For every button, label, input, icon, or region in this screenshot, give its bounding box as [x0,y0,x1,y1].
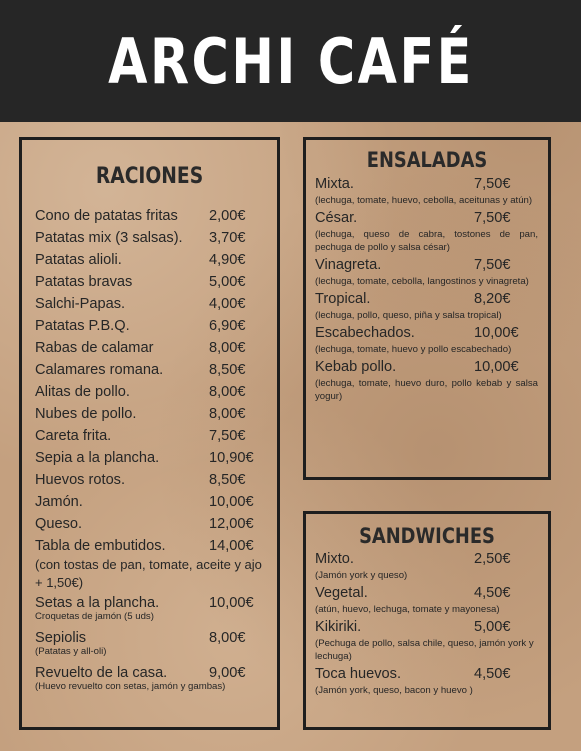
item-price: 8,00€ [209,340,246,356]
menu-item [315,175,538,194]
menu-item [315,550,538,569]
item-price: 8,20€ [474,291,511,307]
item-price: 14,00€ [209,538,254,554]
item-price: 4,50€ [474,585,511,601]
item-name: Patatas alioli. [35,252,122,268]
menu-item [315,290,538,309]
menu-item [35,293,265,315]
item-name: Vegetal. [315,585,368,601]
item-note: (Huevo revuelto con setas, jamón y gambas) [35,681,226,692]
item-price: 3,70€ [209,230,246,246]
menu-item [315,358,538,377]
menu-item [315,256,538,275]
item-note: (lechuga, queso de cabra, tostones de pan, pechuga de pollo y salsa césar) [315,229,538,253]
item-name: Sepia a la plancha. [35,450,160,466]
item-name: Sepiolis [35,630,87,646]
sandwiches-list [306,550,548,697]
raciones-list [22,205,277,693]
item-name: Vinagreta. [315,257,382,273]
menu-item [35,535,265,557]
item-price: 10,00€ [474,325,519,341]
item-name: Patatas P.B.Q. [35,318,130,334]
item-price: 8,00€ [209,630,246,646]
menu-item [35,271,265,293]
menu-item [315,584,538,603]
item-name: Jamón. [35,494,83,510]
menu-item [35,403,265,425]
menu-item [35,513,265,535]
item-name: Rabas de calamar [35,340,154,356]
item-price: 10,00€ [474,359,519,375]
item-name: Alitas de pollo. [35,384,130,400]
item-note: (lechuga, tomate, huevo duro, pollo kebab y salsa yogur) [315,378,538,402]
menu-item [315,209,538,228]
menu-item [35,337,265,359]
item-price: 5,00€ [474,619,511,635]
item-price: 4,00€ [209,296,246,312]
item-price: 10,00€ [209,595,254,611]
menu-header [0,0,581,122]
item-price: 4,90€ [209,252,246,268]
sandwiches-section [303,511,551,730]
item-price: 7,50€ [474,210,511,226]
menu-item [35,469,265,491]
item-name: Tabla de embutidos. [35,538,166,554]
item-note: (Jamón york y queso) [315,570,408,581]
item-note: (lechuga, tomate, huevo, cebolla, aceitunas y atún) [315,195,533,206]
sandwiches-title: SANDWICHES [359,524,495,548]
item-name: César. [315,210,358,226]
menu-item [35,447,265,469]
item-name: Kebab pollo. [315,359,397,375]
item-price: 8,00€ [209,384,246,400]
item-name: Queso. [35,516,83,532]
item-name: Escabechados. [315,325,415,341]
cafe-title: ARCHI CAFÉ [107,24,474,98]
menu-item [315,618,538,637]
item-name: Kikiriki. [315,619,362,635]
item-price: 6,90€ [209,318,246,334]
ensaladas-title: ENSALADAS [366,148,488,172]
menu-item [35,381,265,403]
item-price: 2,00€ [209,208,246,224]
raciones-section [19,137,280,730]
item-price: 5,00€ [209,274,246,290]
item-note: (con tostas de pan, tomate, aceite y ajo + 1,50€) [35,557,262,590]
item-price: 7,50€ [474,176,511,192]
item-note: (lechuga, tomate, huevo y pollo escabechado) [315,344,512,355]
item-name: Patatas bravas [35,274,133,290]
item-price: 10,90€ [209,450,254,466]
item-price: 12,00€ [209,516,254,532]
menu-item [35,249,265,271]
item-name: Revuelto de la casa. [35,665,168,681]
ensaladas-section [303,137,551,480]
item-note: (atún, huevo, lechuga, tomate y mayonesa) [315,604,500,615]
item-name: Toca huevos. [315,666,401,682]
item-price: 9,00€ [209,665,246,681]
item-price: 8,50€ [209,472,246,488]
item-price: 4,50€ [474,666,511,682]
item-name: Nubes de pollo. [35,406,137,422]
item-price: 7,50€ [474,257,511,273]
menu-item [35,359,265,381]
item-name: Careta frita. [35,428,112,444]
item-name: Calamares romana. [35,362,164,378]
item-name: Mixta. [315,176,354,192]
item-note: (lechuga, tomate, cebolla, langostinos y vinagreta) [315,276,529,287]
item-price: 10,00€ [209,494,254,510]
menu-item [315,665,538,684]
item-name: Cono de patatas fritas [35,208,178,224]
menu-item [35,315,265,337]
item-price: 8,00€ [209,406,246,422]
menu-item [35,425,265,447]
raciones-title: RACIONES [95,164,204,189]
item-note: (Patatas y all-oli) [35,646,107,657]
item-name: Huevos rotos. [35,472,126,488]
item-note: (Jamón york, queso, bacon y huevo ) [315,685,473,696]
item-name: Patatas mix (3 salsas). [35,230,183,246]
ensaladas-list [306,175,548,403]
item-price: 8,50€ [209,362,246,378]
item-name: Mixto. [315,551,354,567]
item-name: Tropical. [315,291,371,307]
item-name: Setas a la plancha. [35,595,160,611]
menu-item [35,491,265,513]
menu-item [35,205,265,227]
menu-item [315,324,538,343]
item-note: Croquetas de jamón (5 uds) [35,611,154,622]
item-note: (Pechuga de pollo, salsa chile, queso, jamón york y lechuga) [315,638,534,662]
item-name: Salchi-Papas. [35,296,126,312]
item-note: (lechuga, pollo, queso, piña y salsa tropical) [315,310,502,321]
item-price: 7,50€ [209,428,246,444]
menu-item [35,227,265,249]
item-price: 2,50€ [474,551,511,567]
